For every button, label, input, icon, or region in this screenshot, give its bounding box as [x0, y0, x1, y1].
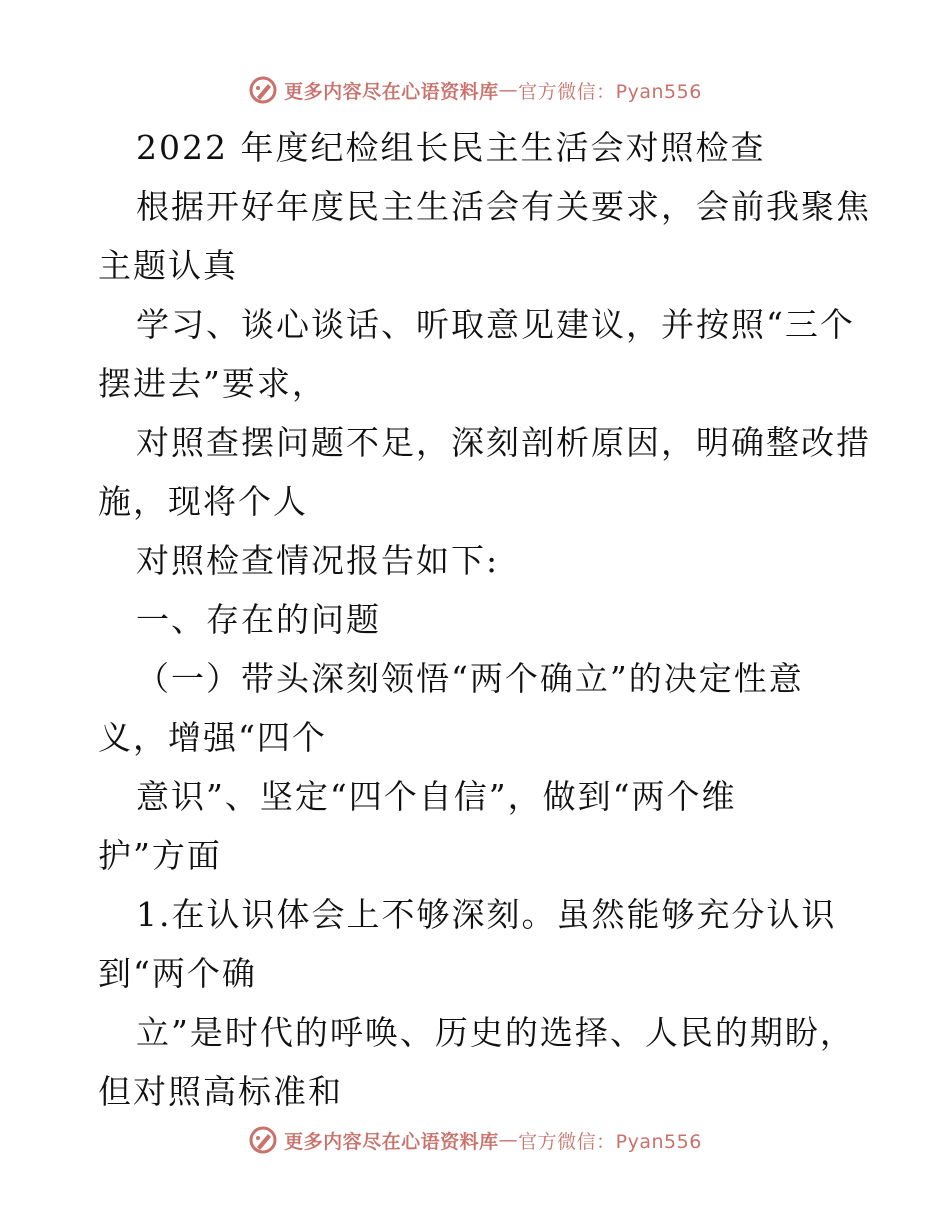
- banner-main-text: 更多内容尽在心语资料库: [284, 1130, 499, 1153]
- paragraph-line: 施，现将个人: [98, 482, 308, 521]
- paragraph-line: 立”是时代的呼唤、历史的选择、人民的期盼，: [136, 1013, 855, 1052]
- paragraph-line: 护”方面: [98, 836, 222, 875]
- banner-main-text: 更多内容尽在心语资料库: [284, 80, 499, 103]
- paragraph-line: 但对照高标准和: [98, 1072, 343, 1111]
- footer-banner: [0, 1120, 950, 1160]
- banner-wechat-text: 官方微信：Pyan556: [518, 80, 702, 103]
- section-heading: 一、存在的问题: [136, 600, 381, 639]
- paragraph-line: 到“两个确: [98, 954, 257, 993]
- list-item-line: 1.在认识体会上不够深刻。虽然能够充分认识: [136, 895, 837, 934]
- banner-separator: —: [498, 79, 519, 101]
- pen-logo-icon: [248, 75, 278, 105]
- paragraph-line: 对照查摆问题不足，深刻剖析原因，明确整改措: [136, 423, 871, 462]
- document-body: [98, 118, 871, 1121]
- paragraph-line: 摆进去”要求，: [98, 364, 327, 403]
- banner-wechat-text: 官方微信：Pyan556: [518, 1130, 702, 1153]
- subsection-heading: （一）带头深刻领悟“两个确立”的决定性意: [136, 659, 804, 698]
- header-banner: [0, 70, 950, 110]
- paragraph-line: 根据开好年度民主生活会有关要求，会前我聚焦: [136, 187, 871, 226]
- paragraph-line: 主题认真: [98, 246, 238, 285]
- paragraph-line: 学习、谈心谈话、听取意见建议，并按照“三个: [136, 305, 855, 344]
- pen-logo-icon: [248, 1125, 278, 1155]
- paragraph-line: 意识”、坚定“四个自信”，做到“两个维: [136, 777, 737, 816]
- paragraph-line: 义，增强“四个: [98, 718, 327, 757]
- paragraph-line: 对照检查情况报告如下:: [136, 541, 500, 580]
- document-title: 2022 年度纪检组长民主生活会对照检查: [136, 128, 766, 167]
- banner-separator: —: [498, 1129, 519, 1151]
